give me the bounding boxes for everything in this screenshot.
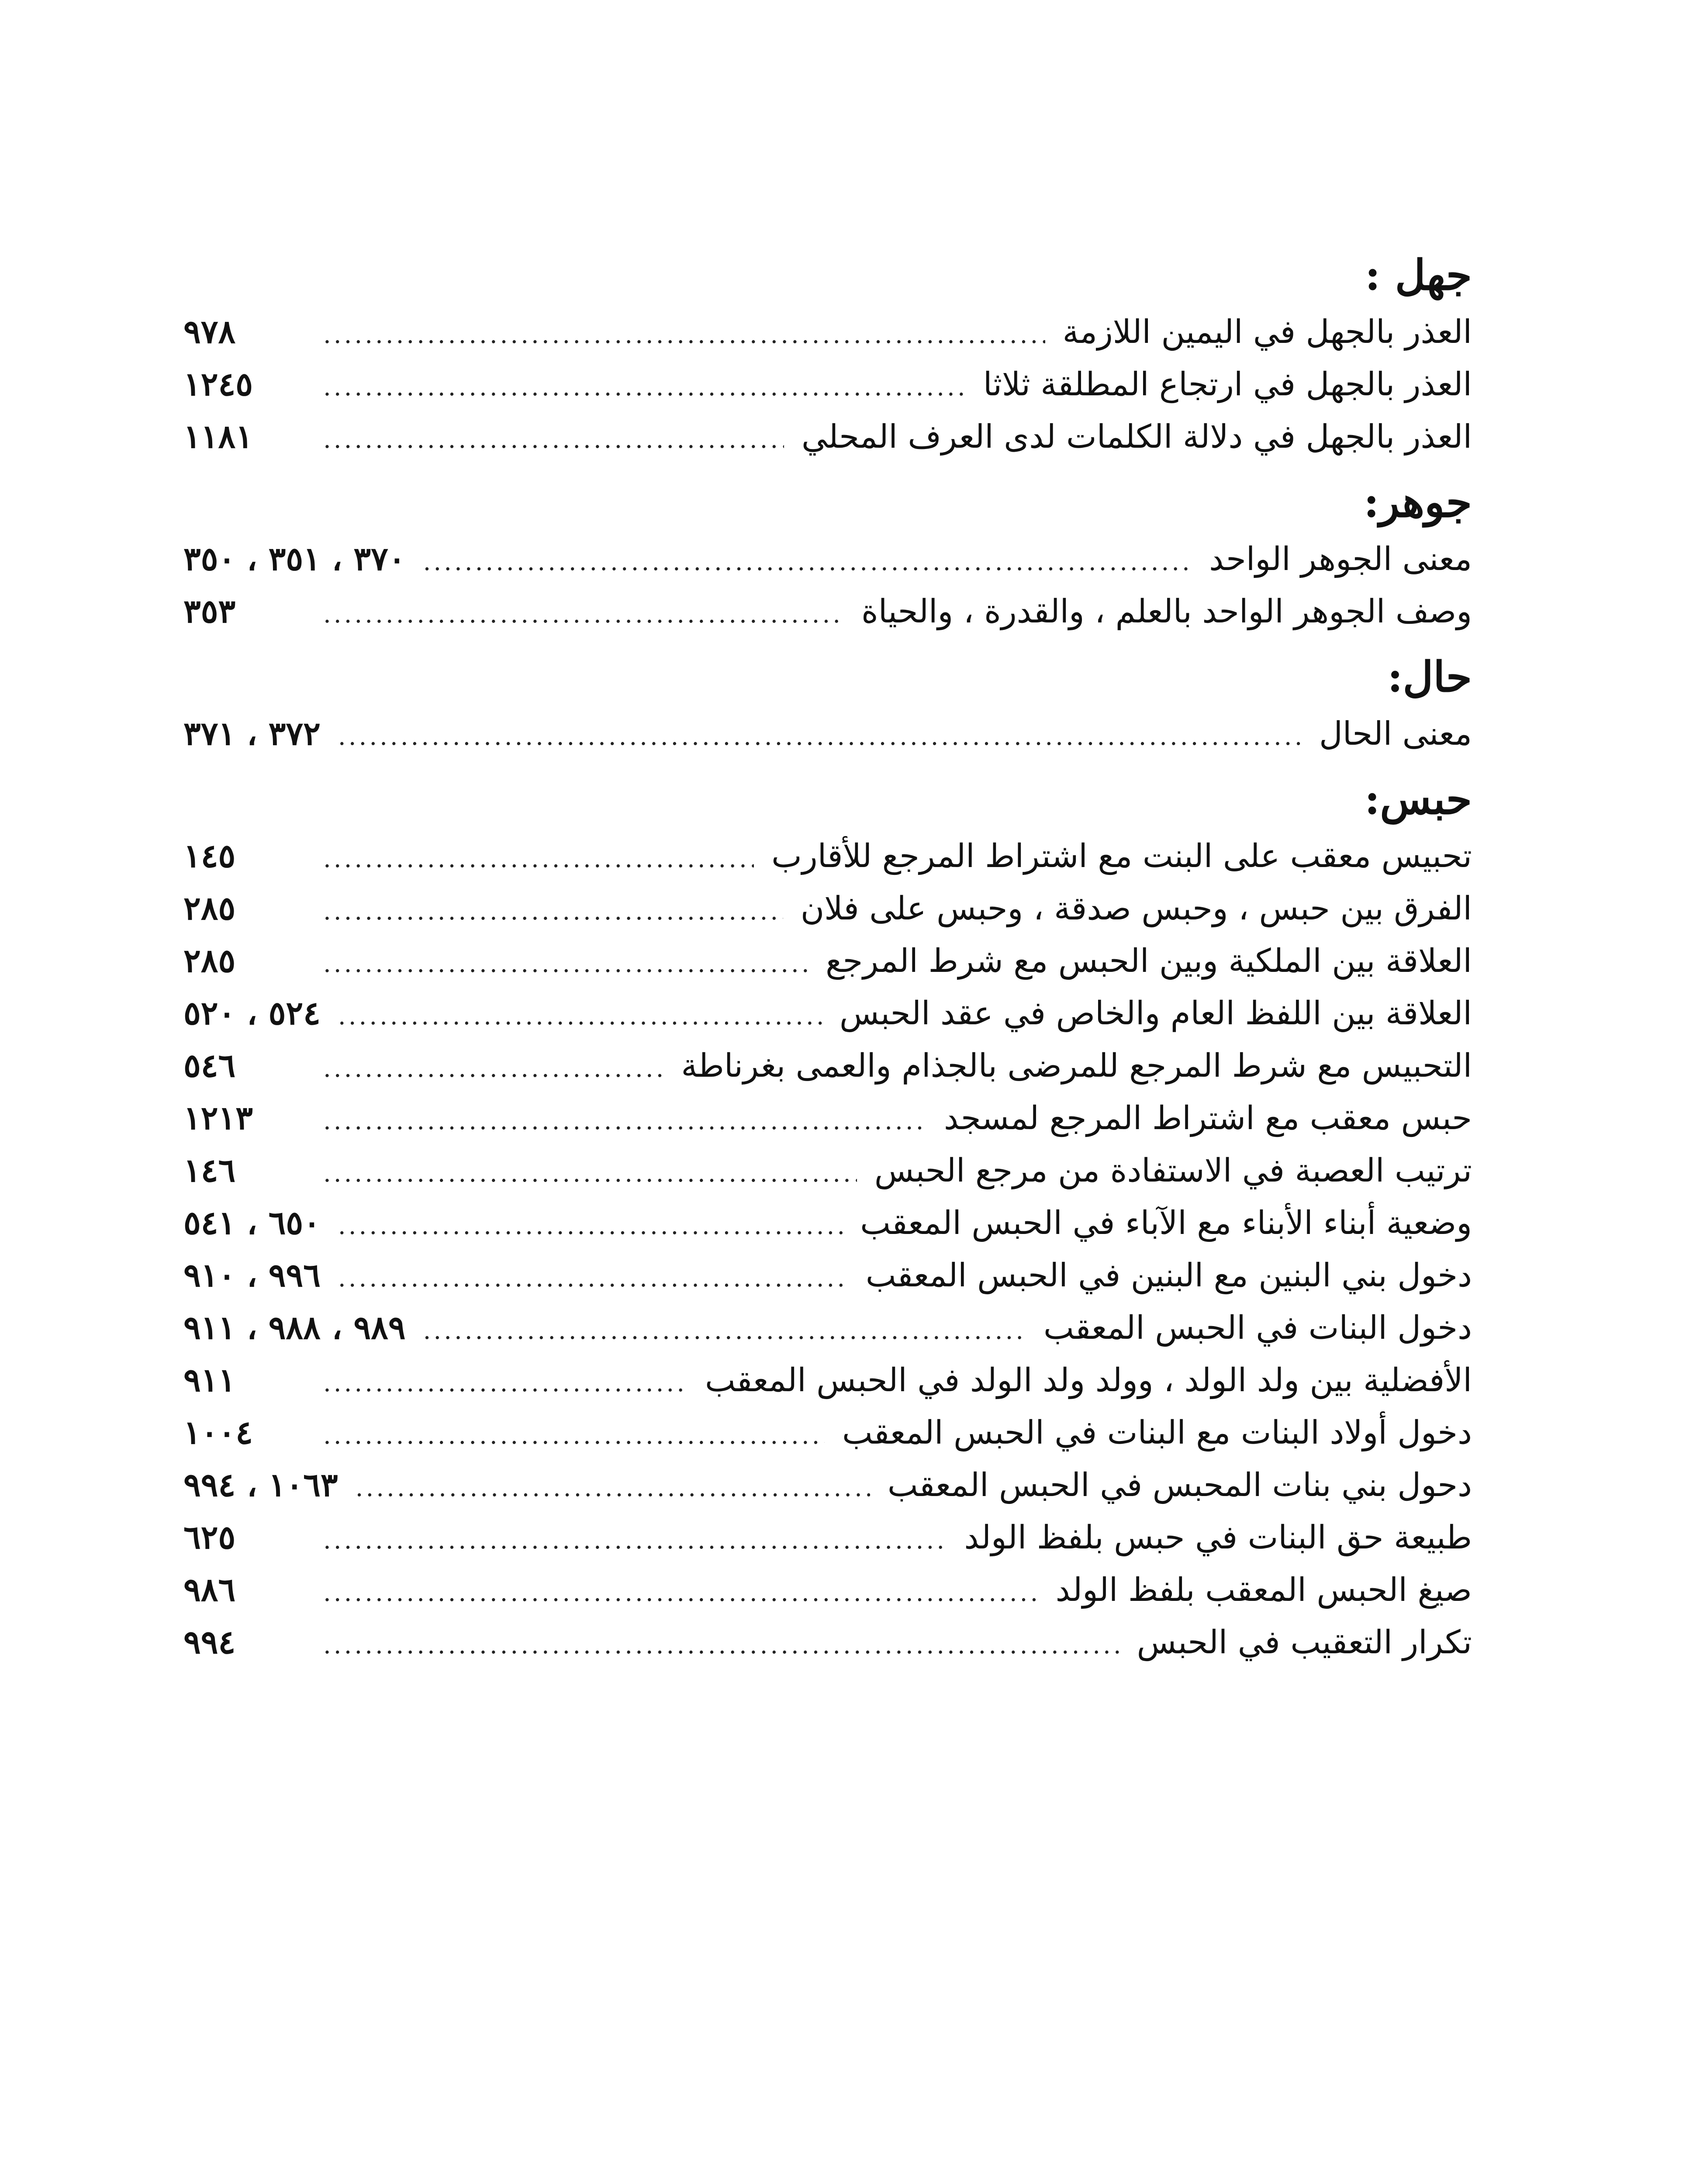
dot-leader — [423, 536, 1192, 585]
dot-leader — [356, 1462, 870, 1511]
index-entry — [183, 1406, 1472, 1459]
section-heading: جوهر: — [1364, 477, 1472, 527]
index-entry — [183, 411, 1472, 463]
dot-leader — [323, 833, 754, 882]
entry-topic: الأفضلية بين ولد الولد ، وولد ولد الولد في الحبس المعقب — [705, 1362, 1472, 1399]
index-entry — [183, 1302, 1472, 1354]
entry-page-refs: ٩٩٤ — [183, 1624, 236, 1661]
entry-page-refs: ١٠٦٣ ، ٩٩٤ — [183, 1466, 338, 1504]
index-entry — [183, 585, 1472, 638]
entry-topic: دحول بني بنات المحبس في الحبس المعقب — [887, 1466, 1472, 1504]
entry-page-refs: ٢٨٥ — [183, 890, 236, 927]
entry-page-refs: ١٢٤٥ — [183, 366, 253, 403]
index-entry — [183, 882, 1472, 935]
entry-page-refs: ٣٧٢ ، ٣٧١ — [183, 715, 321, 753]
entry-page-refs: ٩٩٦ ، ٩١٠ — [183, 1257, 321, 1294]
index-entry — [183, 533, 1472, 585]
dot-leader — [323, 309, 1045, 358]
dot-leader — [323, 1095, 926, 1144]
entry-topic: دخول البنات في الحبس المعقب — [1043, 1309, 1472, 1347]
entry-topic: تحبيس معقب على البنت مع اشتراط المرجع للأقارب — [771, 837, 1472, 875]
dot-leader — [323, 1514, 947, 1564]
entry-topic: ترتيب العصبة في الاستفادة من مرجع الحبس — [874, 1152, 1472, 1189]
section-heading: حبس: — [1364, 774, 1472, 824]
index-entry — [183, 1040, 1472, 1092]
entry-topic: تكرار التعقيب في الحبس — [1137, 1624, 1472, 1661]
entry-page-refs: ٦٥٠ ، ٥٤١ — [183, 1204, 321, 1242]
entry-topic: دخول أولاد البنات مع البنات في الحبس المعقب — [842, 1414, 1472, 1451]
index-entry — [183, 830, 1472, 882]
entry-page-refs: ٥٢٤ ، ٥٢٠ — [183, 995, 321, 1032]
dot-leader — [323, 1567, 1038, 1616]
entry-page-refs: ١٢١٣ — [183, 1099, 253, 1137]
entry-topic: التحبيس مع شرط المرجع للمرضى بالجذام والعمى بغرناطة — [681, 1047, 1472, 1085]
index-section — [183, 472, 1472, 638]
index-content — [183, 245, 1472, 1669]
entry-topic: العلاقة بين اللفظ العام والخاص في عقد الحبس — [839, 995, 1472, 1032]
entry-page-refs: ٩٨٦ — [183, 1571, 236, 1609]
entry-topic: العذر بالجهل في دلالة الكلمات لدى العرف المحلي — [801, 418, 1472, 456]
entry-page-refs: ١١٨١ — [183, 418, 253, 456]
entry-topic: معنى الحال — [1319, 715, 1472, 753]
dot-leader — [338, 711, 1302, 760]
dot-leader — [338, 1200, 843, 1249]
entry-topic: طبيعة حق البنات في حبس بلفظ الولد — [964, 1519, 1472, 1556]
entry-topic: معنى الجوهر الواحد — [1209, 540, 1472, 578]
entry-topic: وضعية أبناء الأبناء مع الآباء في الحبس المعقب — [860, 1204, 1472, 1242]
entry-page-refs: ٩١١ — [183, 1362, 236, 1399]
dot-leader — [323, 938, 808, 987]
entry-page-refs: ١٤٦ — [183, 1152, 236, 1189]
index-entry — [183, 1459, 1472, 1511]
entry-topic: الفرق بين حبس ، وحبس صدقة ، وحبس على فلان — [800, 890, 1472, 927]
index-entry — [183, 1144, 1472, 1197]
index-entry — [183, 306, 1472, 358]
index-entry — [183, 358, 1472, 411]
entry-page-refs: ٢٨٥ — [183, 942, 236, 980]
index-section — [183, 769, 1472, 1669]
entry-page-refs: ٩٧٨ — [183, 313, 236, 351]
entry-topic: صيغ الحبس المعقب بلفظ الولد — [1055, 1571, 1472, 1609]
entry-page-refs: ٦٢٥ — [183, 1519, 236, 1556]
index-entry — [183, 1092, 1472, 1144]
index-entry — [183, 1197, 1472, 1249]
index-entry — [183, 1511, 1472, 1564]
index-entry — [183, 1354, 1472, 1406]
entry-page-refs: ١٠٠٤ — [183, 1414, 253, 1451]
entry-topic: وصف الجوهر الواحد بالعلم ، والقدرة ، والحياة — [861, 593, 1472, 630]
entry-page-refs: ١٤٥ — [183, 837, 236, 875]
dot-leader — [323, 588, 844, 638]
dot-leader — [423, 1305, 1026, 1354]
entry-topic: العذر بالجهل في ارتجاع المطلقة ثلاثا — [983, 366, 1472, 403]
dot-leader — [323, 1410, 825, 1459]
entry-topic: العذر بالجهل في اليمين اللازمة — [1062, 313, 1472, 351]
index-entry — [183, 987, 1472, 1040]
dot-leader — [323, 1357, 688, 1406]
entry-page-refs: ٣٥٣ — [183, 593, 236, 630]
dot-leader — [338, 1252, 848, 1302]
index-entry — [183, 1616, 1472, 1669]
dot-leader — [323, 1043, 663, 1092]
index-entry — [183, 935, 1472, 987]
dot-leader — [338, 990, 822, 1040]
index-entry — [183, 1564, 1472, 1616]
entry-topic: دخول بني البنين مع البنين في الحبس المعقب — [865, 1257, 1472, 1294]
dot-leader — [323, 1147, 857, 1197]
entry-topic: حبس معقب مع اشتراط المرجع لمسجد — [943, 1099, 1472, 1137]
dot-leader — [323, 1619, 1119, 1669]
dot-leader — [323, 414, 784, 463]
index-section — [183, 245, 1472, 463]
entry-topic: العلاقة بين الملكية وبين الحبس مع شرط المرجع — [826, 942, 1472, 980]
entry-page-refs: ٣٧٠ ، ٣٥١ ، ٣٥٠ — [183, 540, 406, 578]
section-heading: حال: — [1387, 652, 1472, 702]
index-entry — [183, 708, 1472, 760]
entry-page-refs: ٩٨٩ ، ٩٨٨ ، ٩١١ — [183, 1309, 406, 1347]
dot-leader — [323, 361, 966, 411]
dot-leader — [323, 885, 783, 935]
entry-page-refs: ٥٤٦ — [183, 1047, 236, 1085]
section-heading: جهل : — [1365, 250, 1472, 300]
index-entry — [183, 1249, 1472, 1302]
index-section — [183, 646, 1472, 760]
